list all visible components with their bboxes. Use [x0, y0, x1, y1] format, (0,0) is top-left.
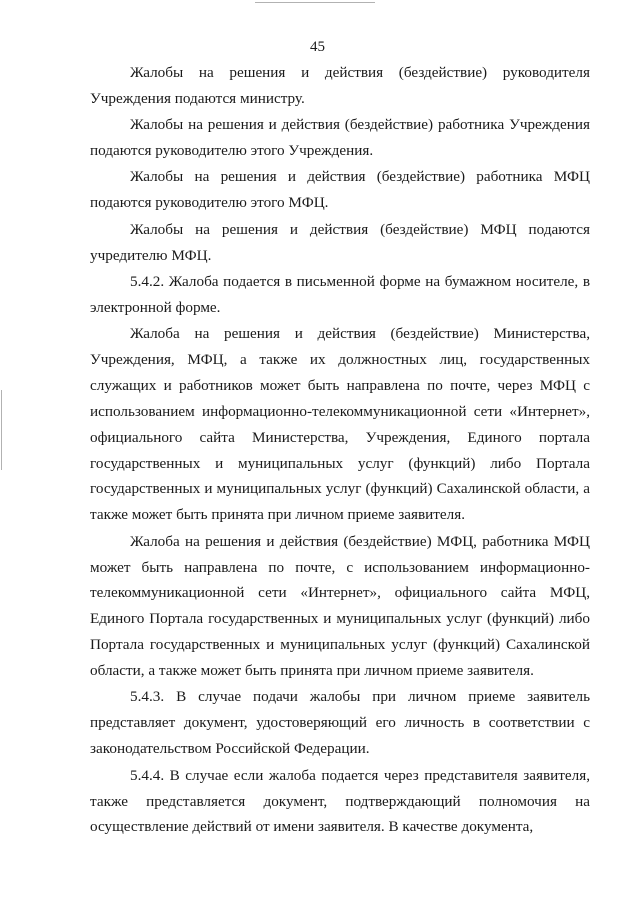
paragraph: 5.4.4. В случае если жалоба подается через представителя заявителя, также представляется документ, подтверждающий полномочия на осуществление действий от имени заявителя. В качестве документа,: [90, 766, 590, 836]
page-number: 45: [310, 39, 325, 55]
scan-artifact-left: [1, 390, 2, 470]
body-text: [90, 60, 590, 840]
paragraph: 5.4.3. В случае подачи жалобы при личном приеме заявитель представляет документ, удостоверяющий его личность в соответствии с законодательством Российской Федерации.: [90, 688, 590, 758]
paragraph: Жалобы на решения и действия (бездействие) руководителя Учреждения подаются министру.: [90, 64, 590, 107]
paragraph: Жалоба на решения и действия (бездействие) Министерства, Учреждения, МФЦ, а также их должностных лиц, государственных служащих и работников может быть направлена по почте, через МФЦ с использованием информационно-телекоммуникационной сети «Интернет», официального сайта Министерства, Учреждения, Единого портала государственных и муниципальных услуг (функций) либо Портала государственных и муниципальных услуг (функций) Сахалинской области, а также может быть принята при личном приеме заявителя.: [90, 325, 590, 524]
scan-artifact-top: [255, 2, 375, 3]
paragraph: Жалоба на решения и действия (бездействие) МФЦ, работника МФЦ может быть направлена по почте, с использованием информационно-телекоммуникационной сети «Интернет», официального сайта МФЦ, Единого Портала государственных и муниципальных услуг (функций) либо Портала государственных и муниципальных услуг (функций) Сахалинской области, а также может быть принята при личном приеме заявителя.: [90, 532, 590, 680]
paragraph: Жалобы на решения и действия (бездействие) работника Учреждения подаются руководителю этого Учреждения.: [90, 116, 590, 160]
paragraph: 5.4.2. Жалоба подается в письменной форме на бумажном носителе, в электронной форме.: [90, 272, 590, 316]
paragraph: Жалобы на решения и действия (бездействие) МФЦ подаются учредителю МФЦ.: [90, 220, 590, 264]
paragraph: Жалобы на решения и действия (бездействие) работника МФЦ подаются руководителю этого МФЦ.: [90, 168, 590, 212]
